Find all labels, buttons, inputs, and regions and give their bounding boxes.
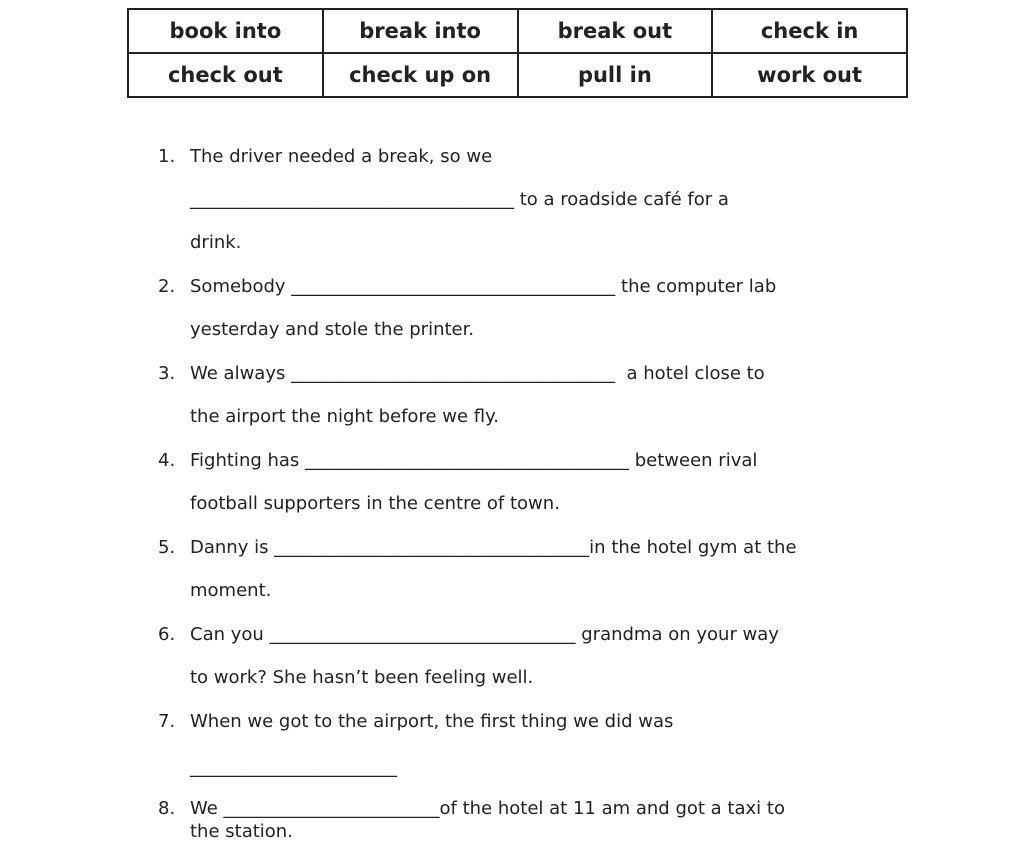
exercise-text: drink. bbox=[190, 232, 242, 253]
exercise-text: the airport the night before we fly. bbox=[190, 406, 499, 427]
exercise-text: football supporters in the centre of town. bbox=[190, 493, 560, 514]
exercise-text: the station. bbox=[190, 821, 293, 842]
exercise-text: Fighting has ____________________________________ between rival bbox=[190, 450, 758, 471]
word-bank-cell: check in bbox=[712, 9, 907, 53]
exercise-number: 2. bbox=[158, 276, 176, 297]
exercise-text: moment. bbox=[190, 580, 272, 601]
exercise-text: to work? She hasn’t been feeling well. bbox=[190, 667, 534, 688]
word-bank-cell: break out bbox=[518, 9, 713, 53]
exercise-text: We always ____________________________________ a hotel close to bbox=[190, 363, 765, 384]
word-bank-cell: work out bbox=[712, 53, 907, 97]
exercise-number: 3. bbox=[158, 363, 176, 384]
exercise-number: 7. bbox=[158, 711, 176, 732]
word-bank-cell: check up on bbox=[323, 53, 518, 97]
exercise-text: When we got to the airport, the first thing we did was bbox=[190, 711, 674, 732]
exercise-number: 6. bbox=[158, 624, 176, 645]
word-bank-cell: pull in bbox=[518, 53, 713, 97]
exercise-text: Danny is ___________________________________in the hotel gym at the bbox=[190, 537, 797, 558]
exercise-text: The driver needed a break, so we bbox=[190, 146, 493, 167]
exercise-number: 4. bbox=[158, 450, 176, 471]
exercise-number: 5. bbox=[158, 537, 176, 558]
exercise-text: yesterday and stole the printer. bbox=[190, 319, 475, 340]
exercise-text: Can you __________________________________ grandma on your way bbox=[190, 624, 779, 645]
exercise-text: Somebody ____________________________________ the computer lab bbox=[190, 276, 777, 297]
word-bank-cell: check out bbox=[128, 53, 323, 97]
word-bank-cell: book into bbox=[128, 9, 323, 53]
exercise-text: ____________________________________ to a roadside café for a bbox=[190, 189, 729, 210]
exercise-number: 8. bbox=[158, 798, 176, 819]
exercise-text: We ________________________of the hotel at 11 am and got a taxi to bbox=[190, 798, 785, 819]
exercise-number: 1. bbox=[158, 146, 176, 167]
word-bank-cell: break into bbox=[323, 9, 518, 53]
exercise-text: _______________________ bbox=[190, 757, 397, 778]
